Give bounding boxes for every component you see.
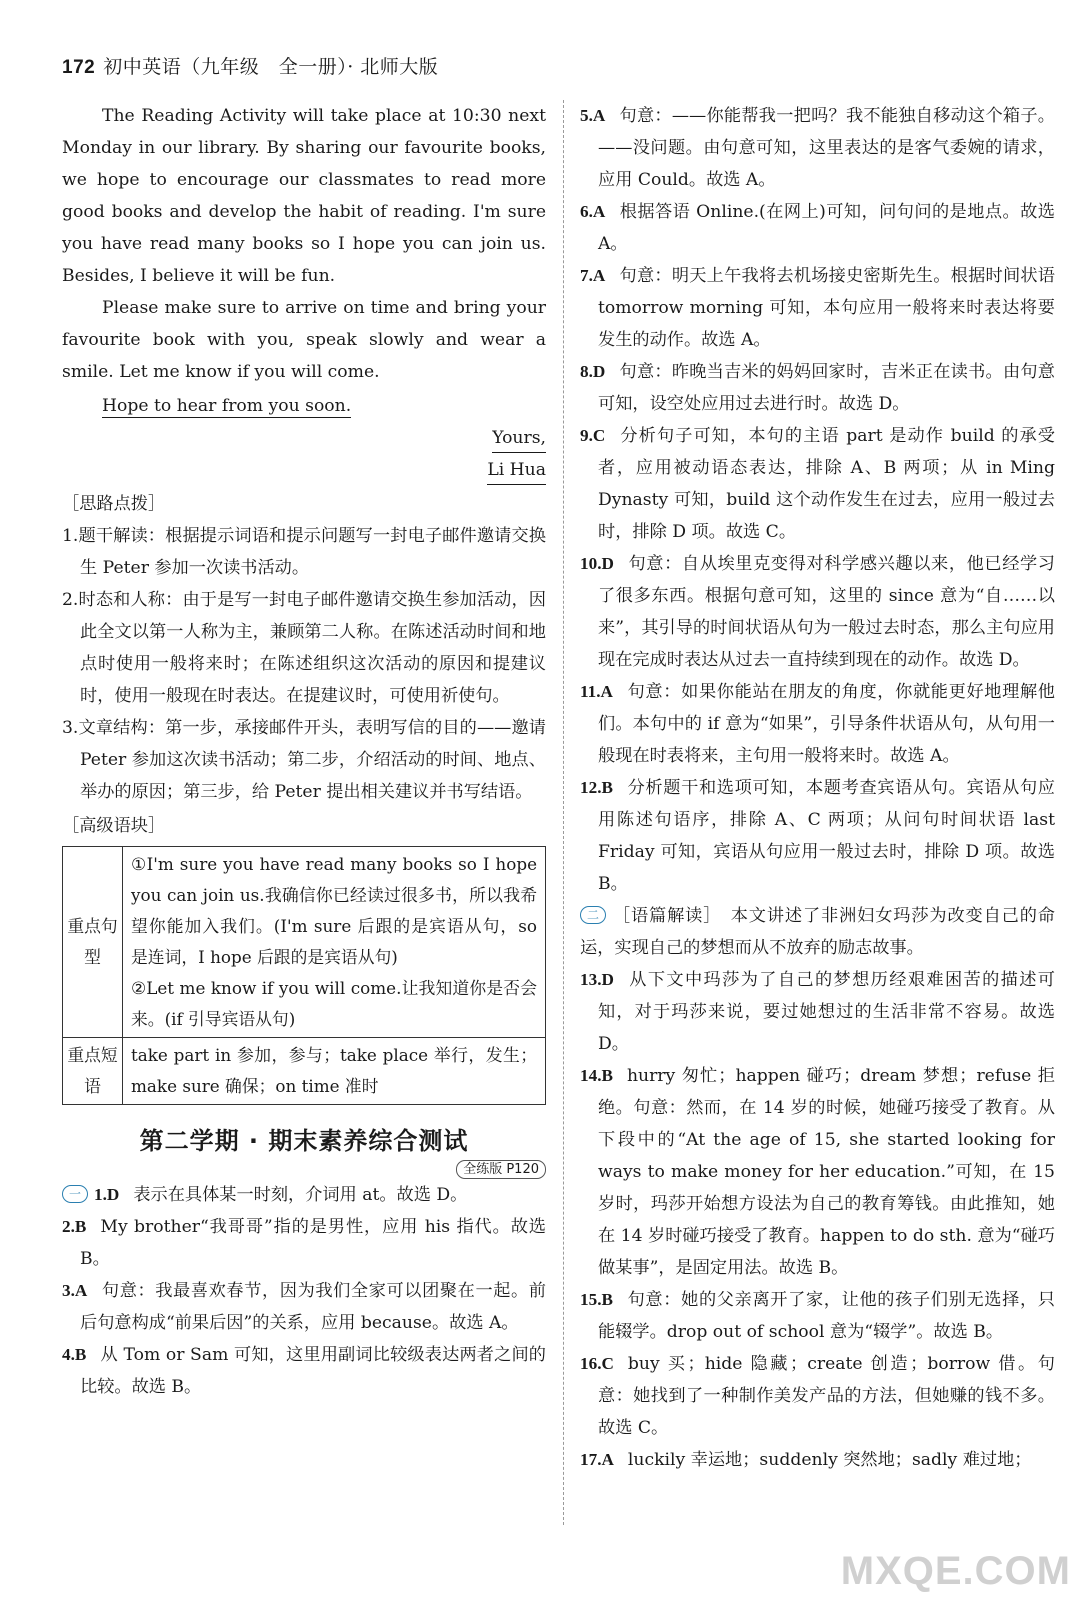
answer-text: 从 Tom or Sam 可知，这里用副词比较级表达两者之间的比较。故选 B。 — [80, 1345, 546, 1397]
answer-number: 10.D — [580, 554, 614, 573]
answer-text: 表示在具体某一时刻，介词用 at。故选 D。 — [133, 1185, 468, 1205]
letter-paragraph-1: The Reading Activity will take place at 10:30 next Monday in our library. By sharing our favourite books, we hope to encourage our classmates to read more good books and develop the habit of reading. I'm sure you have read many books so I hope you can join us. Besides, I believe it will be fun. — [62, 106, 546, 286]
table-label-phrases: 重点短语 — [63, 1038, 123, 1105]
answer-text: buy 买；hide 隐藏；create 创造；borrow 借。句意：她找到了一种制作美发产品的方法，但她赚的钱不多。故选 C。 — [598, 1354, 1055, 1438]
answer-text: My brother“我哥哥”指的是男性，应用 his 指代。故选 B。 — [80, 1217, 546, 1269]
answer-text: 句意：——你能帮我一把吗？我不能独自移动这个箱子。——没问题。由句意可知，这里表达的是客气委婉的请求，应用 Could。故选 A。 — [598, 106, 1055, 190]
answer-item — [580, 1060, 1055, 1284]
sentence-1: ①I'm sure you have read many books so I hope you can join us.我确信你已经读过很多书，所以我希望你能加入我们。(I'm sure 后跟的是宾语从句，so 是连词，I hope 后跟的是宾语从句) — [131, 854, 537, 967]
sign-name: Li Hua — [487, 456, 546, 485]
answer-item — [580, 196, 1055, 260]
answer-text: 句意：昨晚当吉米的妈妈回家时，吉米正在读书。由句意可知，设空处应用过去进行时。故选 D。 — [598, 362, 1055, 414]
watermark-logo: MXQE.COM — [840, 1549, 1071, 1593]
answer-item — [62, 1275, 546, 1339]
table-row — [63, 1038, 546, 1105]
letter-closing-line — [62, 390, 546, 422]
answer-item — [580, 772, 1055, 900]
right-column — [580, 100, 1055, 1476]
answer-text: 句意：我最喜欢春节，因为我们全家可以团聚在一起。前后句意构成“前果后因”的关系，应用 because。故选 A。 — [80, 1281, 546, 1333]
answer-item — [62, 1179, 546, 1211]
answer-text: 分析题干和选项可知，本题考查宾语从句。宾语从句应用陈述句语序，排除 A、C 两项；从问句时间状语 last Friday 可知，宾语从句应用一般过去时，排除 D 项。故选 B。 — [598, 778, 1055, 894]
answer-number: 4.B — [62, 1345, 87, 1364]
sign-yours: Yours, — [492, 424, 546, 453]
answer-item — [580, 548, 1055, 676]
letter-paragraph-2: Please make sure to arrive on time and bring your favourite book with you, speak slowly and wear a smile. Let me know if you will come. — [62, 298, 546, 382]
tip-item: 3.文章结构：第一步，承接邮件开头，表明写信的目的——邀请 Peter 参加这次读书活动；第二步，介绍活动的时间、地点、举办的原因；第三步，给 Peter 提出相关建议并书写结语。 — [62, 718, 546, 802]
answer-number: 1.D — [94, 1185, 120, 1204]
table-cell-sentences — [123, 847, 546, 1038]
answer-item — [580, 1348, 1055, 1444]
closing-text: Hope to hear from you soon. — [102, 396, 352, 416]
page-number: 172 — [62, 57, 96, 78]
page-header — [62, 52, 438, 79]
answer-item — [580, 1284, 1055, 1348]
table-label-sentences: 重点句型 — [63, 847, 123, 1038]
answer-number: 17.A — [580, 1450, 614, 1469]
answer-text: 句意：自从埃里克变得对科学感兴趣以来，他已经学习了很多东西。根据句意可知，这里的 since 意为“自……以来”，其引导的时间状语从句为一般过去时态，那么主句应用现在完成时表达从过去一直持续到现在的动作。故选 D。 — [598, 554, 1055, 670]
table-row — [63, 847, 546, 1038]
answer-item — [62, 1339, 546, 1403]
answer-item — [580, 1444, 1055, 1476]
answer-item — [62, 1211, 546, 1275]
answer-text: luckily 幸运地；suddenly 突然地；sadly 难过地； — [627, 1450, 1032, 1470]
answer-number: 2.B — [62, 1217, 87, 1236]
answer-text: 句意：如果你能站在朋友的角度，你就能更好地理解他们。本句中的 if 意为“如果”，引导条件状语从句，从句用一般现在时表将来，主句用一般将来时。故选 A。 — [598, 682, 1055, 766]
section-badge: 二 — [580, 906, 606, 924]
answer-item — [580, 260, 1055, 356]
passage-summary-text: ［语篇解读］ 本文讲述了非洲妇女玛莎为改变自己的命运，实现自己的梦想而从不放弃的励志故事。 — [580, 906, 1055, 958]
answer-number: 9.C — [580, 426, 606, 445]
answer-item — [580, 964, 1055, 1060]
section-phrases-heading: ［高级语块］ — [62, 816, 166, 836]
tip-item: 2.时态和人称：由于是写一封电子邮件邀请交换生参加活动，因此全文以第一人称为主，兼顾第二人称。在陈述活动时间和地点时使用一般将来时；在陈述组织这次活动的原因和提建议时，使用一般现在时表达。在提建议时，可使用祈使句。 — [62, 590, 546, 706]
phrases-table — [62, 846, 546, 1105]
answer-text: 从下文中玛莎为了自己的梦想历经艰难困苦的描述可知，对于玛莎来说，要过她想过的生活非常不容易。故选 D。 — [598, 970, 1055, 1054]
passage-summary — [580, 900, 1055, 964]
book-title: 初中英语（九年级 全一册）· 北师大版 — [103, 56, 439, 78]
exam-title: 第二学期 · 期末素养综合测试 — [139, 1127, 469, 1155]
answer-item — [580, 676, 1055, 772]
sentence-2: ②Let me know if you will come.让我知道你是否会来。(if 引导宾语从句) — [131, 978, 537, 1029]
table-cell-phrases: take part in 参加，参与；take place 举行，发生；make sure 确保；on time 准时 — [123, 1038, 546, 1105]
answer-number: 3.A — [62, 1281, 88, 1300]
answer-item — [580, 420, 1055, 548]
left-column — [62, 100, 546, 1403]
answer-number: 6.A — [580, 202, 606, 221]
answer-number: 12.B — [580, 778, 613, 797]
answer-text: 根据答语 Online.(在网上)可知，问句问的是地点。故选 A。 — [598, 202, 1055, 254]
answer-text: 句意：明天上午我将去机场接史密斯先生。根据时间状语 tomorrow morning 可知，本句应用一般将来时表达将要发生的动作。故选 A。 — [598, 266, 1055, 350]
answer-item — [580, 100, 1055, 196]
answer-number: 14.B — [580, 1066, 613, 1085]
section-tips-heading: ［思路点拨］ — [62, 494, 166, 514]
page-ref-badge: 全练版 P120 — [456, 1160, 546, 1179]
answer-number: 15.B — [580, 1290, 613, 1309]
answer-text: 句意：她的父亲离开了家，让他的孩子们别无选择，只能辍学。drop out of school 意为“辍学”。故选 B。 — [598, 1290, 1055, 1342]
answer-number: 13.D — [580, 970, 614, 989]
answer-number: 5.A — [580, 106, 606, 125]
answer-number: 16.C — [580, 1354, 614, 1373]
answer-number: 11.A — [580, 682, 613, 701]
ref-row — [62, 1157, 546, 1179]
answer-text: 分析句子可知，本句的主语 part 是动作 build 的承受者，应用被动语态表达，排除 A、B 两项；从 in Ming Dynasty 可知，build 这个动作发生在过去，应用一般过去时，排除 D 项。故选 C。 — [598, 426, 1055, 542]
answer-number: 8.D — [580, 362, 606, 381]
answer-item — [580, 356, 1055, 420]
signature-block — [62, 422, 546, 486]
tip-item: 1.题干解读：根据提示词语和提示问题写一封电子邮件邀请交换生 Peter 参加一次读书活动。 — [62, 526, 546, 578]
column-divider — [563, 100, 564, 1525]
answer-text: hurry 匆忙；happen 碰巧；dream 梦想；refuse 拒绝。句意：然而，在 14 岁的时候，她碰巧接受了教育。从下段中的“At the age of 15, she started looking for ways to make money for her education.”可知，在 15 岁时，玛莎开始想方设法为自己的教育筹钱。由此推知，她在 14 岁时碰巧接受了教育。happen to do sth. 意为“碰巧做某事”，是固定用法。故选 B。 — [598, 1066, 1055, 1278]
section-badge: 一 — [62, 1185, 88, 1203]
answer-number: 7.A — [580, 266, 606, 285]
